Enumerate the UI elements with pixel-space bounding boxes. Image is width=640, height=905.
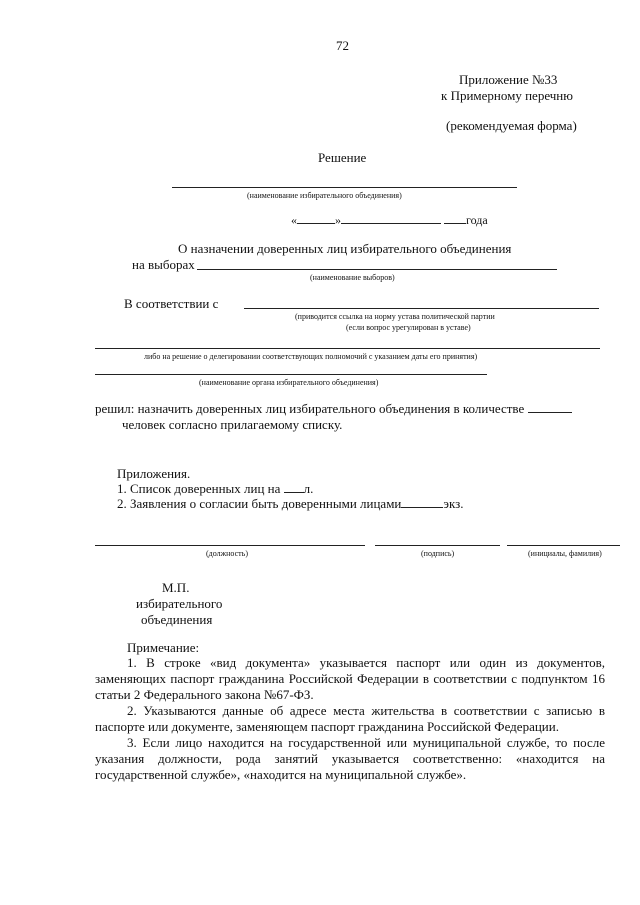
- note-3-line-3: государственной службе», «находится на муниципальной службе».: [95, 767, 467, 782]
- note-heading: Примечание:: [127, 640, 200, 655]
- association-name-caption: (наименование избирательного объединения): [247, 191, 402, 200]
- decided-line-1: [95, 401, 572, 417]
- subject-line-1: О назначении доверенных лиц избирательного объединения: [178, 241, 512, 256]
- delegation-caption: либо на решение о делегировании соответствующих полномочий с указанием даты его принятия): [144, 352, 478, 361]
- signature-line[interactable]: [375, 545, 500, 546]
- date-line: [291, 213, 488, 228]
- delegation-line[interactable]: [95, 348, 600, 349]
- note-3-line-1: 3. Если лицо находится на государственной или муниципальной службе, то после: [127, 735, 605, 750]
- appendix-reference: к Примерному перечню: [441, 88, 573, 103]
- decided-text: решил: назначить доверенных лиц избирательного объединения в количестве: [95, 401, 525, 416]
- stamp-line-3: объединения: [141, 612, 213, 627]
- date-day-field[interactable]: [297, 213, 335, 224]
- note-2-line-1: 2. Указываются данные об адресе места жительства в соответствии с записью в: [127, 703, 605, 718]
- charter-reference-caption-2: (если вопрос урегулирован в уставе): [346, 323, 471, 332]
- note-1-line-2: заменяющих паспорт гражданина Российской Федерации в соответствии с подпунктом 16: [95, 671, 605, 686]
- note-3-line-2: указания должности, рода занятий указывается соответственно: «находится на: [95, 751, 605, 766]
- attachment-item-2: [117, 496, 463, 512]
- association-name-line[interactable]: [172, 187, 517, 188]
- subject-line-2: на выборах: [132, 257, 195, 272]
- attachment-item-1: [117, 481, 313, 497]
- note-2-line-2: паспорте или документе, заменяющем паспорт гражданина Российской Федерации.: [95, 719, 559, 734]
- initials-caption: (инициалы, фамилия): [528, 549, 602, 558]
- elections-name-line[interactable]: [197, 269, 557, 270]
- note-1-line-1: 1. В строке «вид документа» указывается паспорт или один из документов,: [127, 655, 605, 670]
- position-caption: (должность): [206, 549, 248, 558]
- attachments-heading: Приложения.: [117, 466, 191, 481]
- attachment-item-1-text: 1. Список доверенных лиц на: [117, 481, 281, 496]
- count-field[interactable]: [528, 402, 572, 413]
- note-1-line-3: статьи 2 Федерального закона №67-ФЗ.: [95, 687, 314, 702]
- decided-line-2: человек согласно прилагаемому списку.: [122, 417, 343, 432]
- attachment-item-2-unit: экз.: [443, 496, 464, 511]
- organ-name-caption: (наименование органа избирательного объединения): [199, 378, 379, 387]
- page-number: 72: [336, 38, 349, 53]
- elections-name-caption: (наименование выборов): [310, 273, 395, 282]
- copies-count-field[interactable]: [401, 497, 443, 508]
- stamp-label: М.П.: [162, 580, 190, 595]
- date-year-word: года: [466, 213, 488, 227]
- date-month-field[interactable]: [341, 213, 441, 224]
- position-line[interactable]: [95, 545, 365, 546]
- attachment-item-1-unit: л.: [303, 481, 314, 496]
- date-year-field[interactable]: [444, 213, 466, 224]
- appendix-title: Приложение №33: [459, 72, 558, 87]
- document-title: Решение: [318, 150, 367, 165]
- recommended-form-label: (рекомендуемая форма): [446, 118, 577, 133]
- charter-reference-line[interactable]: [244, 308, 599, 309]
- stamp-line-2: избирательного: [136, 596, 223, 611]
- initials-line[interactable]: [507, 545, 620, 546]
- accordance-label: В соответствии с: [124, 296, 219, 311]
- date-open-quote: «: [291, 213, 297, 227]
- signature-caption: (подпись): [421, 549, 455, 558]
- attachment-item-2-text: 2. Заявления о согласии быть доверенными лицами: [117, 496, 402, 511]
- organ-name-line[interactable]: [95, 374, 487, 375]
- charter-reference-caption-1: (приводится ссылка на норму устава политической партии: [295, 312, 495, 321]
- date-close-quote: »: [335, 213, 341, 227]
- sheets-count-field[interactable]: [284, 482, 304, 493]
